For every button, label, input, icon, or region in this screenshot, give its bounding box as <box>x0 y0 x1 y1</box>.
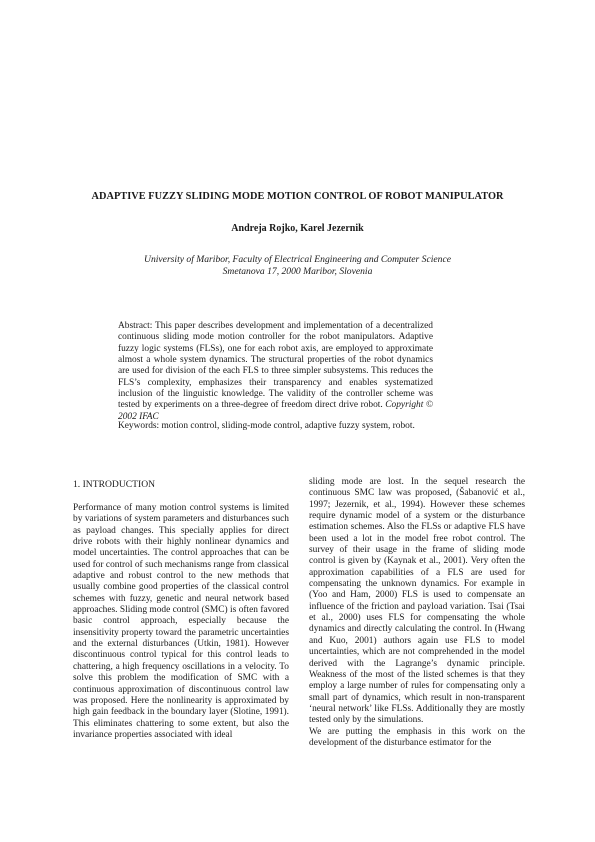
affiliation-line-2: Smetanova 17, 2000 Maribor, Slovenia <box>222 265 373 277</box>
paper-authors: Andreja Rojko, Karel Jezernik <box>231 223 364 234</box>
abstract <box>118 321 433 423</box>
copyright-notice: Copyright © 2002 IFAC <box>118 400 433 422</box>
abstract-text: Abstract: This paper describes development and implementation of a decentralized continuous sliding mode motion controller for the robot manipulators. Adaptive fuzzy logic systems (FLSs), one for each robot axis, are employed to approximate almost a whole system dynamics. The structural properties of the robot dynamics are used for division of the each FLS to three simpler subsystems. This reduces the FLS’s complexity, emphasizes their transparency and enables systematized inclusion of the linguistic knowledge. The validity of the controller scheme was tested by experiments on a three-degree of freedom direct drive robot. <box>118 321 433 411</box>
right-column-paragraph-1: sliding mode are lost. In the sequel research the continuous SMC law was proposed, (Šabanović et al., 1997; Jezernik, et al., 1994). However these schemes require dynamic model of a system or the disturbance estimation schemes. Also the FLSs or adaptive FLS have been used a lot in the model free robot control. The survey of their usage in the frame of sliding mode control is given by (Kaynak et al., 2001). Very often the approximation capabilities of a FLS are used for compensating the unknown dynamics. For example in (Yoo and Ham, 2000) FLS is used to compensate an influence of the friction and payload variation. Tsai (Tsai et al., 2000) uses FLS for compensating the whole dynamics and directly calculating the control. In (Hwang and Kuo, 2001) authors again use FLS to model uncertainties, which are not comprehended in the model derived with the Lagrange’s dynamic principle. Weakness of the most of the listed schemes is that they employ a large number of rules for compensating only a small part of dynamics, which result in non-transparent ‘neural network’ like FLSs. Additionally they are mostly tested only by the simulations. <box>309 477 525 726</box>
affiliation <box>0 254 595 277</box>
right-column <box>309 477 525 749</box>
right-column-paragraph-2: We are putting the emphasis in this work on the development of the disturbance estimator for the <box>309 726 525 748</box>
left-column-text: Performance of many motion control systems is limited by variations of system parameters and disturbances such as payload changes. This specially applies for direct drive robots with their highly nonlinear dynamics and model uncertainties. The control approaches that can be used for control of such mechanisms range from classical adaptive and robust control to the new methods that usually combine good properties of the classical control schemes with fuzzy, genetic and neural network based approaches. Sliding mode control (SMC) is often favored basic control approach, especially because the insensitivity property toward the parametric uncertainties and the external disturbances (Utkin, 1981). However discontinuous control typical for this control leads to chattering, a high frequency oscillations in a velocity. To solve this problem the modification of SMC with a continuous approximation of discontinuous control law was proposed. Here the nonlinearity is approximated by high gain feedback in the boundary layer (Slotine, 1991). This eliminates chattering to some extent, but also the invariance properties associated with ideal <box>73 503 289 740</box>
section-heading-introduction: 1. INTRODUCTION <box>73 479 156 490</box>
affiliation-line-1: University of Maribor, Faculty of Electrical Engineering and Computer Science <box>144 254 451 265</box>
keywords: Keywords: motion control, sliding-mode control, adaptive fuzzy system, robot. <box>118 421 415 431</box>
paper-title: ADAPTIVE FUZZY SLIDING MODE MOTION CONTROL OF ROBOT MANIPULATOR <box>91 191 504 202</box>
